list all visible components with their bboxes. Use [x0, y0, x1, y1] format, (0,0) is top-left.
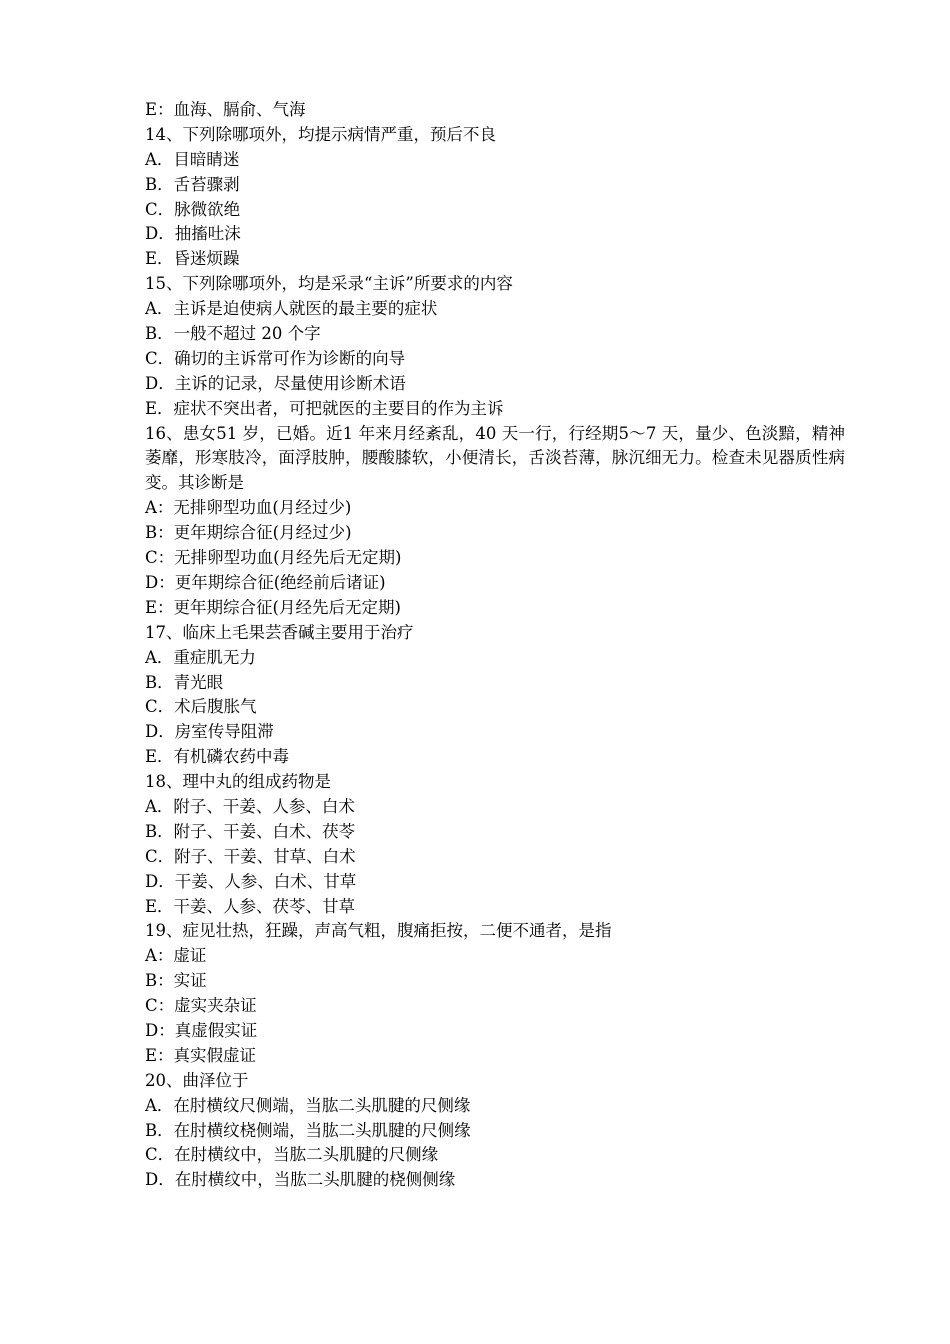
question-18: 18、理中丸的组成药物是 — [145, 772, 331, 792]
question-15: 15、下列除哪项外，均是采录“主诉”所要求的内容 — [145, 274, 513, 294]
option-14-d: D．抽搐吐沫 — [145, 224, 241, 244]
option-14-c: C．脉微欲绝 — [145, 199, 241, 219]
option-17-b: B．青光眼 — [145, 672, 224, 692]
option-16-c: C：无排卵型功血(月经先后无定期) — [145, 548, 402, 568]
option-18-d: D．干姜、人参、白术、甘草 — [145, 871, 357, 891]
option-18-a: A．附子、干姜、人参、白术 — [145, 796, 355, 816]
question-16: 16、患女51 岁，已婚。近1 年来月经紊乱，40 天一行，行经期5～7 天，量少、色淡黯，精神萎靡，形寒肢冷，面浮肢肿，腰酸膝软，小便清长，舌淡苔薄，脉沉细无力。检查未见器质性病变。其诊断是 — [145, 423, 845, 493]
option-14-a: A．目暗睛迷 — [145, 149, 240, 169]
option-18-c: C．附子、干姜、甘草、白术 — [145, 846, 356, 866]
option-18-b: B．附子、干姜、白术、茯苓 — [145, 821, 356, 841]
document-page — [145, 98, 845, 1193]
option-19-a: A：虚证 — [145, 946, 207, 966]
option-15-e: E．症状不突出者，可把就医的主要目的作为主诉 — [145, 398, 504, 418]
option-17-c: C．术后腹胀气 — [145, 697, 257, 717]
option-20-a: A．在肘横纹尺侧端，当肱二头肌腱的尺侧缘 — [145, 1095, 471, 1115]
option-16-b: B：更年期综合征(月经过少) — [145, 523, 352, 543]
option-14-e: E．昏迷烦躁 — [145, 249, 240, 269]
option-19-b: B：实证 — [145, 971, 207, 991]
question-19: 19、症见壮热，狂躁，声高气粗，腹痛拒按，二便不通者，是指 — [145, 921, 612, 941]
option-19-e: E：真实假虚证 — [145, 1045, 257, 1065]
option-14-b: B．舌苔骤剥 — [145, 174, 240, 194]
option-20-d: D．在肘横纹中，当肱二头肌腱的桡侧侧缘 — [145, 1170, 456, 1190]
option-17-e: E．有机磷农药中毒 — [145, 747, 290, 767]
option-15-d: D．主诉的记录，尽量使用诊断术语 — [145, 373, 406, 393]
question-17: 17、临床上毛果芸香碱主要用于治疗 — [145, 622, 414, 642]
option-16-e: E：更年期综合征(月经先后无定期) — [145, 597, 401, 617]
option-16-a: A：无排卵型功血(月经过少) — [145, 498, 352, 518]
option-15-a: A．主诉是迫使病人就医的最主要的症状 — [145, 299, 438, 319]
option-15-c: C．确切的主诉常可作为诊断的向导 — [145, 348, 406, 368]
option-17-a: A．重症肌无力 — [145, 647, 256, 667]
option-20-c: C．在肘横纹中，当肱二头肌腱的尺侧缘 — [145, 1145, 439, 1165]
option-19-c: C：虚实夹杂证 — [145, 996, 257, 1016]
option-20-b: B．在肘横纹桡侧端，当肱二头肌腱的尺侧缘 — [145, 1120, 471, 1140]
option-18-e: E．干姜、人参、茯苓、甘草 — [145, 896, 356, 916]
option-15-b: B．一般不超过 20 个字 — [145, 324, 321, 344]
option-16-d: D：更年期综合征(绝经前后诸证) — [145, 572, 386, 592]
option-19-d: D：真虚假实证 — [145, 1021, 258, 1040]
option-13-e: E：血海、膈俞、气海 — [145, 100, 306, 119]
option-17-d: D．房室传导阻滞 — [145, 722, 274, 742]
question-20: 20、曲泽位于 — [145, 1070, 249, 1090]
question-14: 14、下列除哪项外，均提示病情严重，预后不良 — [145, 124, 496, 144]
